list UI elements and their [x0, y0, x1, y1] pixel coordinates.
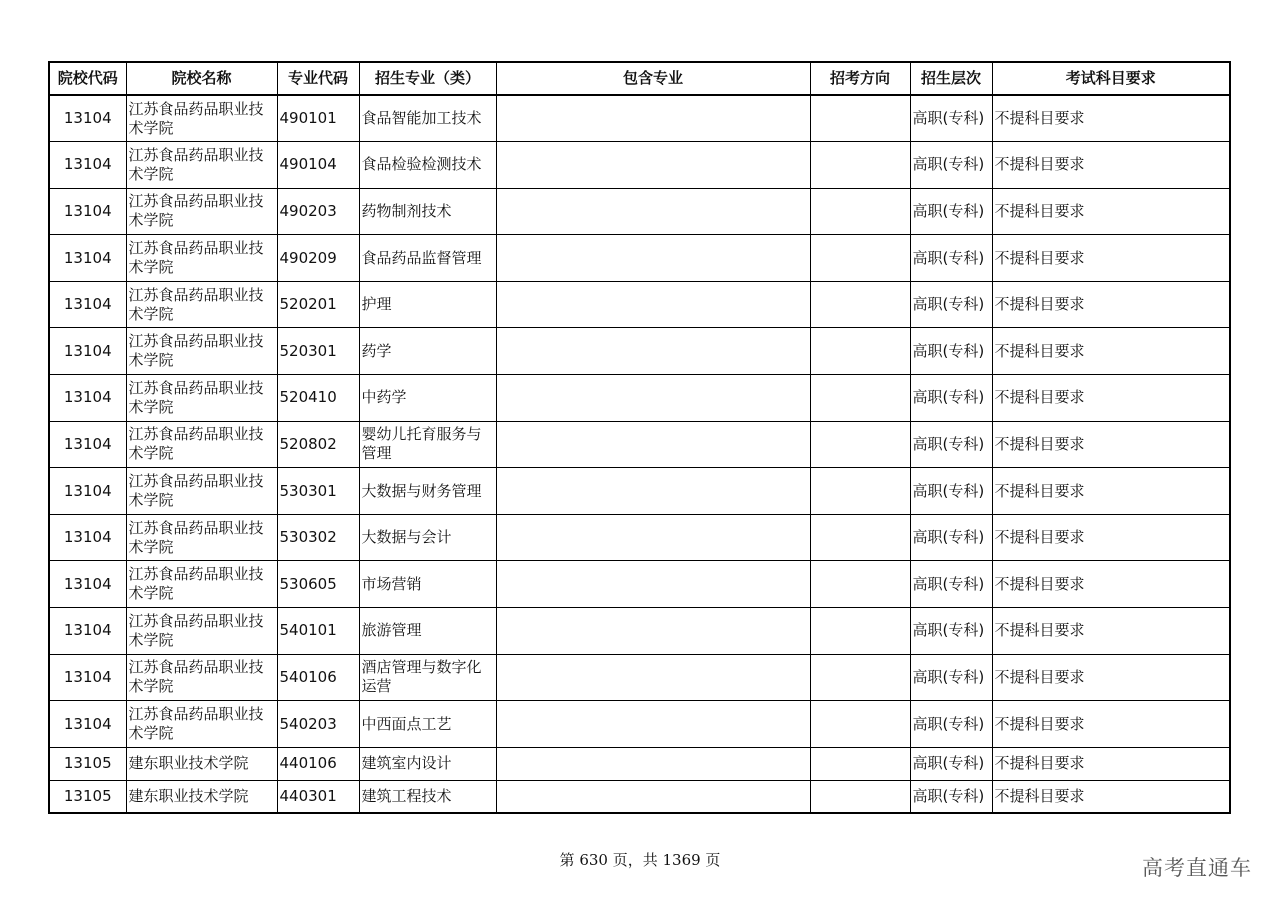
cell-school-code: 13104 — [49, 561, 126, 608]
cell-school-code: 13105 — [49, 780, 126, 813]
table-row — [49, 281, 1230, 328]
cell-direction — [810, 188, 910, 235]
cell-major: 酒店管理与数字化运营 — [359, 654, 496, 701]
cell-major: 护理 — [359, 281, 496, 328]
cell-major-code: 440301 — [277, 780, 359, 813]
cell-major: 食品检验检测技术 — [359, 142, 496, 189]
cell-subject-requirements: 不提科目要求 — [992, 608, 1230, 655]
cell-direction — [810, 328, 910, 375]
table-row — [49, 701, 1230, 748]
cell-level: 高职(专科) — [910, 95, 992, 142]
cell-major-code: 520802 — [277, 421, 359, 468]
cell-school-name: 江苏食品药品职业技术学院 — [126, 188, 277, 235]
cell-subject-requirements: 不提科目要求 — [992, 747, 1230, 780]
cell-school-code: 13104 — [49, 95, 126, 142]
cell-direction — [810, 514, 910, 561]
header-included-majors: 包含专业 — [496, 62, 810, 95]
cell-school-code: 13104 — [49, 608, 126, 655]
cell-subject-requirements: 不提科目要求 — [992, 375, 1230, 422]
cell-school-code: 13104 — [49, 421, 126, 468]
table-row — [49, 654, 1230, 701]
cell-level: 高职(专科) — [910, 561, 992, 608]
cell-school-code: 13104 — [49, 235, 126, 282]
cell-direction — [810, 95, 910, 142]
cell-major-code: 490203 — [277, 188, 359, 235]
cell-level: 高职(专科) — [910, 281, 992, 328]
cell-school-name: 建东职业技术学院 — [126, 780, 277, 813]
cell-school-name: 江苏食品药品职业技术学院 — [126, 281, 277, 328]
cell-level: 高职(专科) — [910, 514, 992, 561]
table-row — [49, 561, 1230, 608]
cell-level: 高职(专科) — [910, 780, 992, 813]
table-row — [49, 95, 1230, 142]
cell-school-name: 江苏食品药品职业技术学院 — [126, 561, 277, 608]
cell-level: 高职(专科) — [910, 328, 992, 375]
cell-major-code: 540101 — [277, 608, 359, 655]
cell-school-code: 13104 — [49, 701, 126, 748]
cell-level: 高职(专科) — [910, 701, 992, 748]
page-number: 第 630 页，共 1369 页 — [559, 851, 721, 869]
table-row — [49, 514, 1230, 561]
cell-direction — [810, 608, 910, 655]
cell-major-code: 520410 — [277, 375, 359, 422]
header-level: 招生层次 — [910, 62, 992, 95]
cell-school-name: 江苏食品药品职业技术学院 — [126, 468, 277, 515]
cell-included-majors — [496, 561, 810, 608]
cell-major-code: 530605 — [277, 561, 359, 608]
cell-included-majors — [496, 421, 810, 468]
cell-major: 市场营销 — [359, 561, 496, 608]
header-major: 招生专业（类） — [359, 62, 496, 95]
cell-school-code: 13104 — [49, 514, 126, 561]
cell-included-majors — [496, 95, 810, 142]
cell-included-majors — [496, 747, 810, 780]
cell-school-name: 江苏食品药品职业技术学院 — [126, 654, 277, 701]
cell-direction — [810, 468, 910, 515]
cell-level: 高职(专科) — [910, 468, 992, 515]
cell-level: 高职(专科) — [910, 188, 992, 235]
cell-subject-requirements: 不提科目要求 — [992, 561, 1230, 608]
cell-level: 高职(专科) — [910, 608, 992, 655]
header-school-name: 院校名称 — [126, 62, 277, 95]
cell-direction — [810, 747, 910, 780]
cell-subject-requirements: 不提科目要求 — [992, 421, 1230, 468]
cell-major-code: 490101 — [277, 95, 359, 142]
cell-major: 食品药品监督管理 — [359, 235, 496, 282]
admissions-table — [48, 61, 1231, 814]
cell-subject-requirements: 不提科目要求 — [992, 654, 1230, 701]
cell-school-name: 江苏食品药品职业技术学院 — [126, 95, 277, 142]
cell-subject-requirements: 不提科目要求 — [992, 780, 1230, 813]
cell-level: 高职(专科) — [910, 375, 992, 422]
cell-included-majors — [496, 375, 810, 422]
cell-subject-requirements: 不提科目要求 — [992, 142, 1230, 189]
cell-subject-requirements: 不提科目要求 — [992, 468, 1230, 515]
cell-school-name: 江苏食品药品职业技术学院 — [126, 142, 277, 189]
header-direction: 招考方向 — [810, 62, 910, 95]
header-major-code: 专业代码 — [277, 62, 359, 95]
cell-school-code: 13104 — [49, 281, 126, 328]
cell-school-code: 13104 — [49, 142, 126, 189]
table-row — [49, 375, 1230, 422]
cell-major-code: 530302 — [277, 514, 359, 561]
table-row — [49, 747, 1230, 780]
cell-included-majors — [496, 468, 810, 515]
cell-direction — [810, 235, 910, 282]
cell-direction — [810, 421, 910, 468]
cell-school-name: 江苏食品药品职业技术学院 — [126, 328, 277, 375]
cell-included-majors — [496, 281, 810, 328]
cell-major: 药学 — [359, 328, 496, 375]
cell-school-name: 江苏食品药品职业技术学院 — [126, 608, 277, 655]
cell-subject-requirements: 不提科目要求 — [992, 95, 1230, 142]
cell-subject-requirements: 不提科目要求 — [992, 281, 1230, 328]
cell-major: 建筑工程技术 — [359, 780, 496, 813]
cell-major: 食品智能加工技术 — [359, 95, 496, 142]
table-row — [49, 235, 1230, 282]
cell-included-majors — [496, 235, 810, 282]
table-header-row — [49, 62, 1230, 95]
cell-included-majors — [496, 142, 810, 189]
cell-major-code: 540203 — [277, 701, 359, 748]
table-row — [49, 328, 1230, 375]
cell-major: 建筑室内设计 — [359, 747, 496, 780]
cell-major: 大数据与会计 — [359, 514, 496, 561]
cell-major: 中西面点工艺 — [359, 701, 496, 748]
cell-school-code: 13104 — [49, 188, 126, 235]
cell-direction — [810, 142, 910, 189]
cell-major-code: 520201 — [277, 281, 359, 328]
cell-included-majors — [496, 780, 810, 813]
cell-major-code: 490209 — [277, 235, 359, 282]
cell-major-code: 540106 — [277, 654, 359, 701]
cell-included-majors — [496, 654, 810, 701]
cell-major: 大数据与财务管理 — [359, 468, 496, 515]
cell-included-majors — [496, 608, 810, 655]
cell-level: 高职(专科) — [910, 235, 992, 282]
cell-direction — [810, 375, 910, 422]
header-subject-requirements: 考试科目要求 — [992, 62, 1230, 95]
cell-major-code: 520301 — [277, 328, 359, 375]
cell-included-majors — [496, 328, 810, 375]
cell-school-name: 江苏食品药品职业技术学院 — [126, 701, 277, 748]
cell-included-majors — [496, 701, 810, 748]
table-row — [49, 421, 1230, 468]
cell-direction — [810, 780, 910, 813]
cell-subject-requirements: 不提科目要求 — [992, 188, 1230, 235]
cell-major-code: 490104 — [277, 142, 359, 189]
cell-major: 旅游管理 — [359, 608, 496, 655]
cell-school-code: 13104 — [49, 654, 126, 701]
table-row — [49, 188, 1230, 235]
cell-subject-requirements: 不提科目要求 — [992, 701, 1230, 748]
table-body — [49, 95, 1230, 813]
cell-school-code: 13104 — [49, 375, 126, 422]
watermark-logo-text: 高考直通车 — [1142, 856, 1252, 880]
cell-school-name: 江苏食品药品职业技术学院 — [126, 421, 277, 468]
cell-major: 药物制剂技术 — [359, 188, 496, 235]
cell-school-code: 13105 — [49, 747, 126, 780]
cell-subject-requirements: 不提科目要求 — [992, 514, 1230, 561]
cell-level: 高职(专科) — [910, 421, 992, 468]
cell-level: 高职(专科) — [910, 654, 992, 701]
cell-included-majors — [496, 188, 810, 235]
cell-school-code: 13104 — [49, 468, 126, 515]
cell-school-name: 建东职业技术学院 — [126, 747, 277, 780]
cell-school-name: 江苏食品药品职业技术学院 — [126, 375, 277, 422]
table-row — [49, 608, 1230, 655]
cell-direction — [810, 654, 910, 701]
cell-direction — [810, 701, 910, 748]
cell-subject-requirements: 不提科目要求 — [992, 328, 1230, 375]
header-school-code: 院校代码 — [49, 62, 126, 95]
cell-level: 高职(专科) — [910, 142, 992, 189]
cell-school-name: 江苏食品药品职业技术学院 — [126, 514, 277, 561]
cell-direction — [810, 281, 910, 328]
cell-included-majors — [496, 514, 810, 561]
cell-direction — [810, 561, 910, 608]
cell-major: 婴幼儿托育服务与管理 — [359, 421, 496, 468]
cell-subject-requirements: 不提科目要求 — [992, 235, 1230, 282]
cell-school-code: 13104 — [49, 328, 126, 375]
table-row — [49, 780, 1230, 813]
cell-major-code: 530301 — [277, 468, 359, 515]
cell-major-code: 440106 — [277, 747, 359, 780]
table-row — [49, 142, 1230, 189]
cell-school-name: 江苏食品药品职业技术学院 — [126, 235, 277, 282]
cell-level: 高职(专科) — [910, 747, 992, 780]
cell-major: 中药学 — [359, 375, 496, 422]
table-row — [49, 468, 1230, 515]
